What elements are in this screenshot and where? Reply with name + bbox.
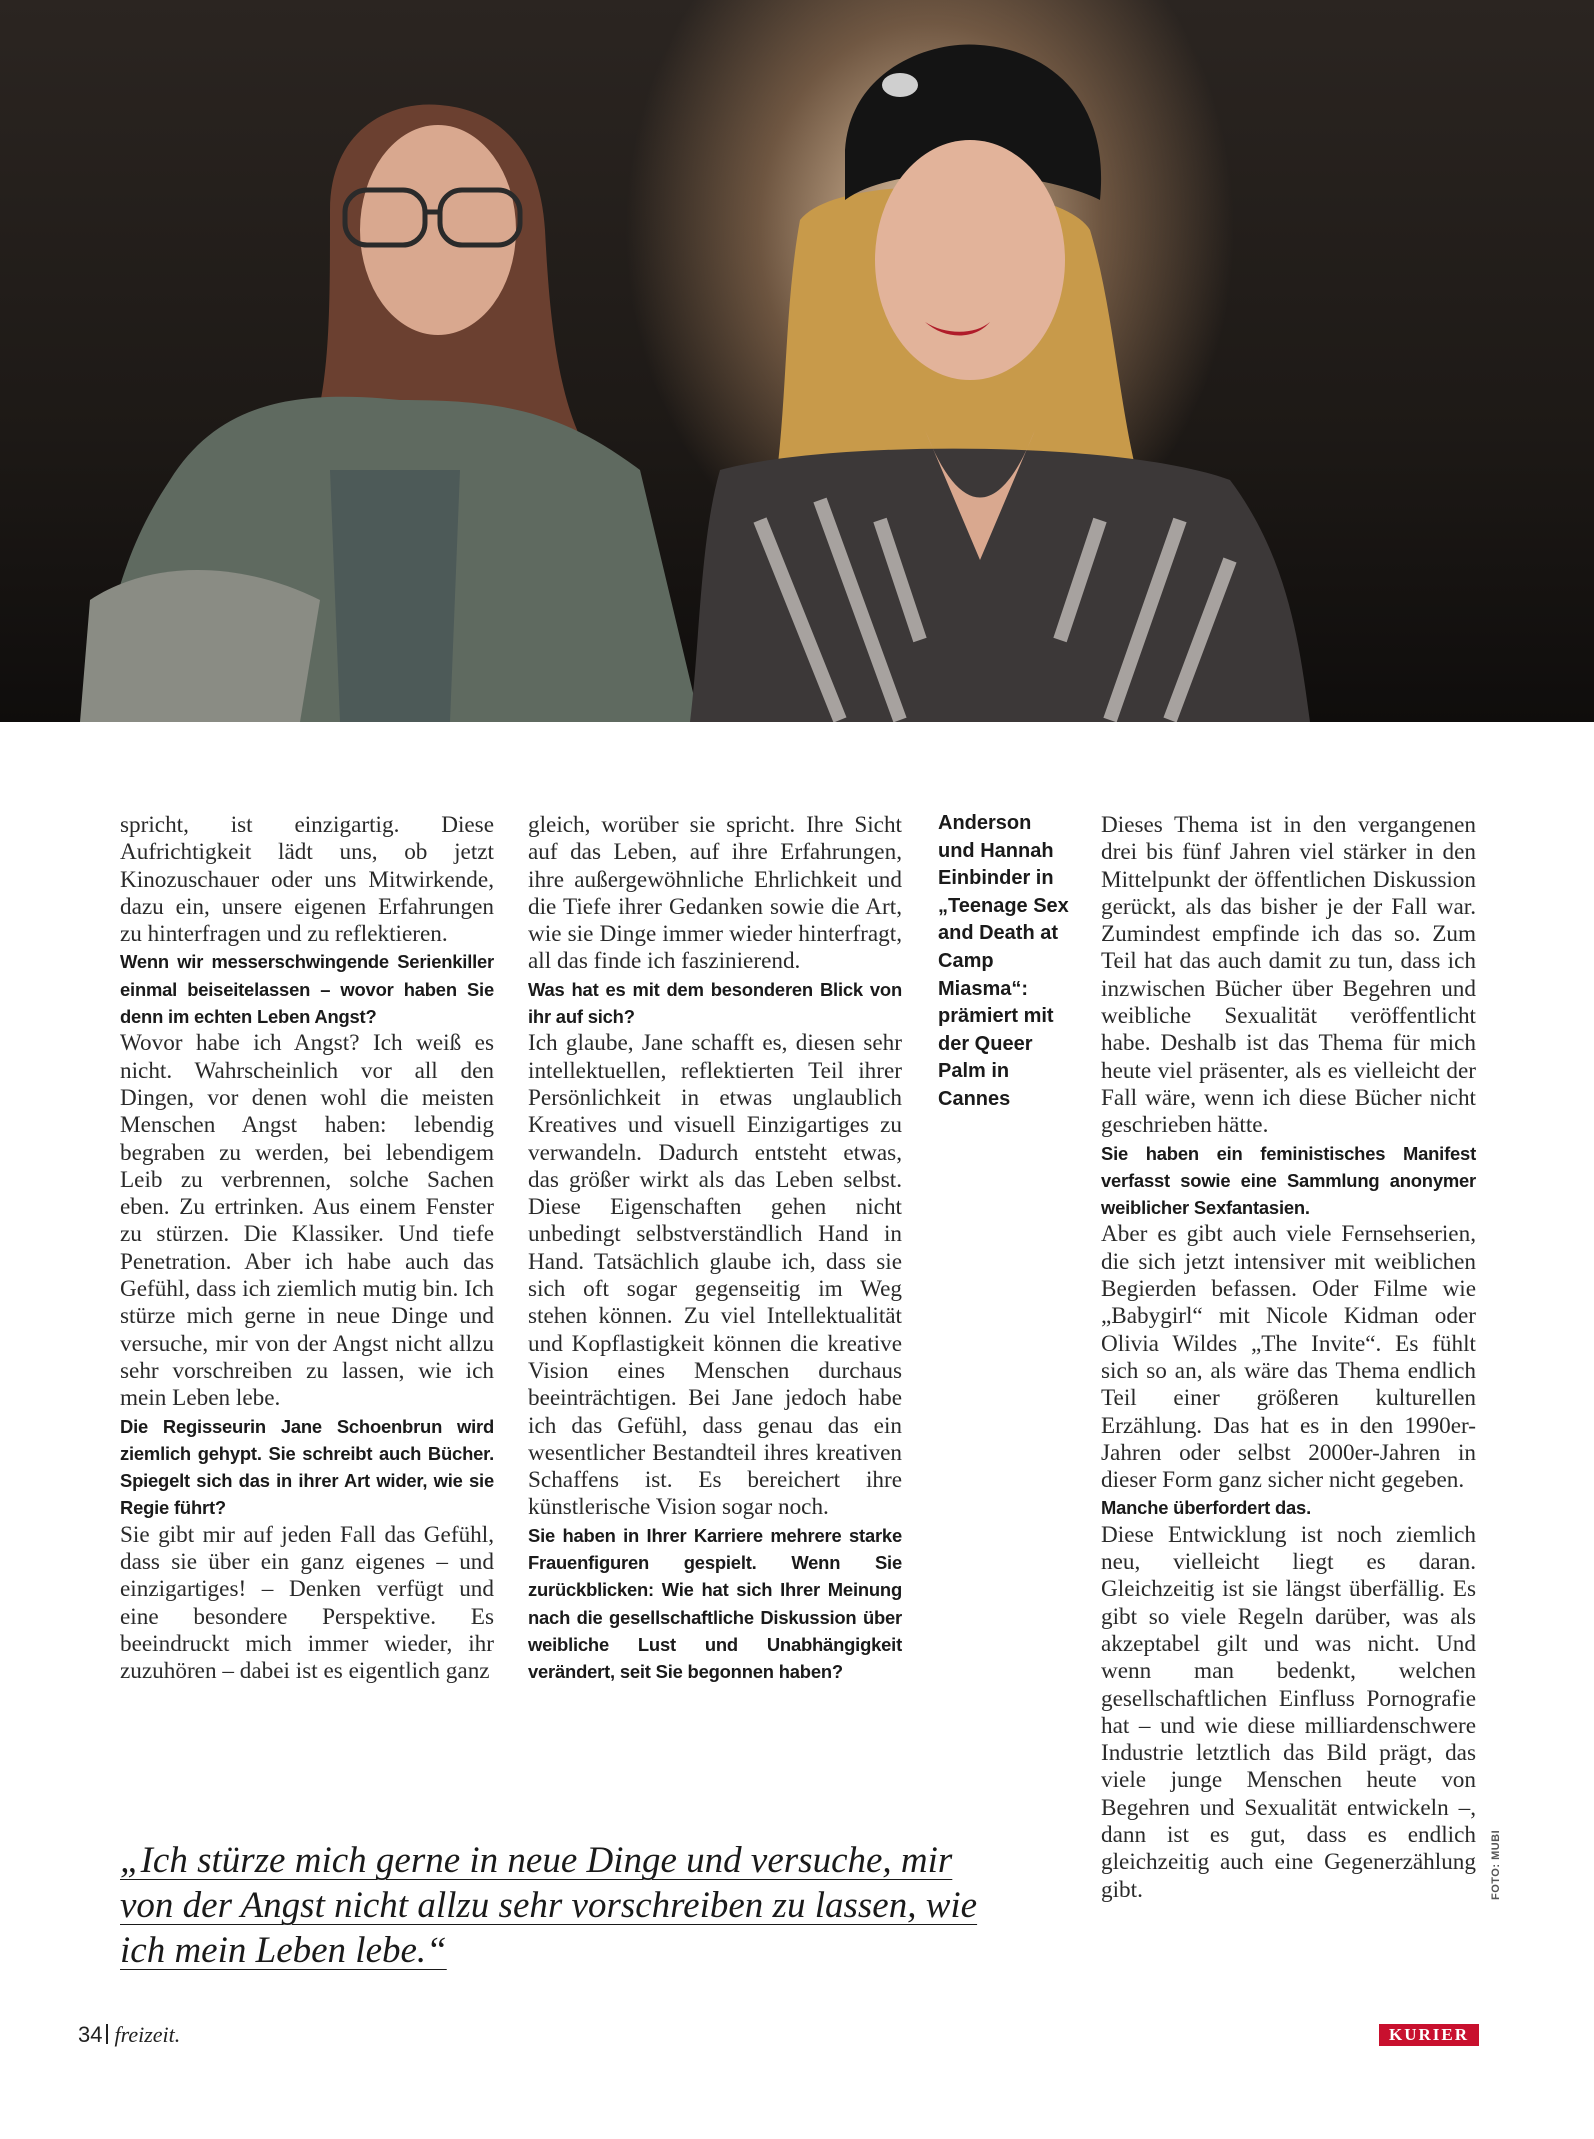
answer-text: spricht, ist einzigartig. Diese Aufrichtigkeit lädt uns, ob jetzt Kinozuschauer oder uns Mitwirkende, dazu ein, unsere eigenen Erfahrungen zu hinterfragen und zu reflektieren.: [120, 812, 494, 948]
article-photo: [0, 0, 1594, 722]
article-column-1: [120, 812, 494, 1686]
question-text: Wenn wir messerschwingende Serienkiller einmal beiseitelassen – wovor haben Sie denn im echten Leben Angst?: [120, 951, 494, 1028]
question-text: Sie haben in Ihrer Karriere mehrere starke Frauenfiguren gespielt. Wenn Sie zurückblicken: Wie hat sich Ihrer Meinung nach die gesellschaftliche Diskussion über weibliche Lust und Unabhängigkeit verändert, seit Sie begonnen haben?: [528, 1524, 902, 1683]
pull-quote: [120, 1838, 1000, 1973]
photo-illustration: [0, 0, 1594, 722]
answer-text: Dieses Thema ist in den vergangenen drei bis fünf Jahren viel stärker in den Mittelpunkt der öffentlichen Diskussion gerückt, als das bisher je der Fall war. Zumindest empfinde ich das so. Zum Teil hat das auch damit zu tun, dass ich inzwischen Bücher über Begehren und weibliche Sexualität veröffentlicht habe. Deshalb ist das Thema für mich heute viel präsenter, als es vielleicht der Fall wäre, wenn ich diese Bücher nicht geschrieben hätte.: [1101, 812, 1476, 1139]
photo-caption: Anderson und Hannah Einbinder in „Teenage Sex and Death at Camp Miasma“: prämiert mit der Queer Palm in Cannes: [938, 812, 1069, 1110]
question-text: Manche überfordert das.: [1101, 1497, 1311, 1519]
question-text: Was hat es mit dem besonderen Blick von ihr auf sich?: [528, 978, 902, 1028]
footer-divider: [106, 2024, 108, 2044]
answer-text: Sie gibt mir auf jeden Fall das Gefühl, dass sie über ein ganz eigenes – und einzigartiges! – Denken verfügt und eine besondere Perspektive. Es beeindruckt mich immer wieder, ihr zuzuhören – dabei ist es eigentlich ganz: [120, 1521, 494, 1685]
question-text: Die Regisseurin Jane Schoenbrun wird ziemlich gehypt. Sie schreibt auch Bücher. Spiegelt sich das in ihrer Art wider, wie sie Regie führt?: [120, 1415, 494, 1519]
page-number: 34: [78, 2022, 103, 2047]
answer-text: Ich glaube, Jane schafft es, diesen sehr intellektuellen, reflektierten Teil ihrer Persönlichkeit in etwas unglaublich Kreatives und visuell Einzigartiges zu verwandeln. Dadurch entsteht etwas, das größer wirkt als das Leben selbst. Diese Eigenschaften gehen nicht unbedingt selbstverständlich Hand in Hand. Tatsächlich glaube ich, dass sie sich oft sogar gegenseitig im Weg stehen können. Zu viel Intellektualität und Kopflastigkeit können die kreative Vision eines Menschen durchaus beeinträchtigen. Bei Jane jedoch habe ich das Gefühl, dass genau das ein wesentlicher Bestandteil ihres kreativen Schaffens ist. Es bereichert ihre künstlerische Vision sogar noch.: [528, 1030, 902, 1521]
page-footer: [78, 2022, 180, 2048]
pull-quote-text: „Ich stürze mich gerne in neue Dinge und versuche, mir von der Angst nicht allzu sehr vorschreiben zu lassen, wie ich mein Leben lebe.“: [120, 1840, 978, 1971]
answer-text: Wovor habe ich Angst? Ich weiß es nicht. Wahrscheinlich vor all den Dingen, vor denen wohl die meisten Menschen Angst haben: lebendig begraben zu werden, bei lebendigem Leib zu verbrennen, solche Sachen eben. Zu ertrinken. Aus einem Fenster zu stürzen. Die Klassiker. Und tiefe Penetration. Aber ich habe auch das Gefühl, dass ich ziemlich mutig bin. Ich stürze mich gerne in neue Dinge und versuche, mir von der Angst nicht allzu sehr vorschreiben zu lassen, wie ich mein Leben lebe.: [120, 1030, 494, 1412]
question-text: Sie haben ein feministisches Manifest verfasst sowie eine Sammlung anonymer weiblicher Sexfantasien.: [1101, 1142, 1476, 1219]
photo-credit: FOTO: MUBI: [1490, 1829, 1502, 1900]
kurier-logo: KURIER: [1379, 2024, 1479, 2046]
answer-text: gleich, worüber sie spricht. Ihre Sicht auf das Leben, auf ihre Erfahrungen, ihre außergewöhnliche Ehrlichkeit und die Tiefe ihrer Gedanken sowie die Art, wie sie Dinge immer wieder hinterfragt, all das finde ich faszinierend.: [528, 812, 902, 975]
magazine-name: freizeit.: [114, 2022, 181, 2047]
article-column-4: [1101, 812, 1476, 1904]
answer-text: Aber es gibt auch viele Fernsehserien, die sich jetzt intensiver mit weiblichen Begierden befassen. Oder Filme wie „Babygirl“ mit Nicole Kidman oder Olivia Wildes „The Invite“. Es fühlt sich so an, als wäre das Thema endlich Teil einer größeren kulturellen Erzählung. Das hat es in den 1990er-Jahren oder selbst 2000er-Jahren in dieser Form ganz sicher nicht gegeben.: [1101, 1221, 1476, 1494]
answer-text: Diese Entwicklung ist noch ziemlich neu, vielleicht liegt es daran. Gleichzeitig ist sie längst überfällig. Es gibt so viele Regeln darüber, was als akzeptabel gilt und was nicht. Und wenn man bedenkt, welchen gesellschaftlichen Einfluss Pornografie hat – und wie diese milliardenschwere Industrie letztlich das Bild prägt, das viele junge Menschen heute von Begehren und Sexualität entwickeln –, dann ist es gut, dass es endlich gleichzeitig auch eine Gegenerzählung gibt.: [1101, 1521, 1476, 1903]
article-column-2: [528, 812, 902, 1686]
